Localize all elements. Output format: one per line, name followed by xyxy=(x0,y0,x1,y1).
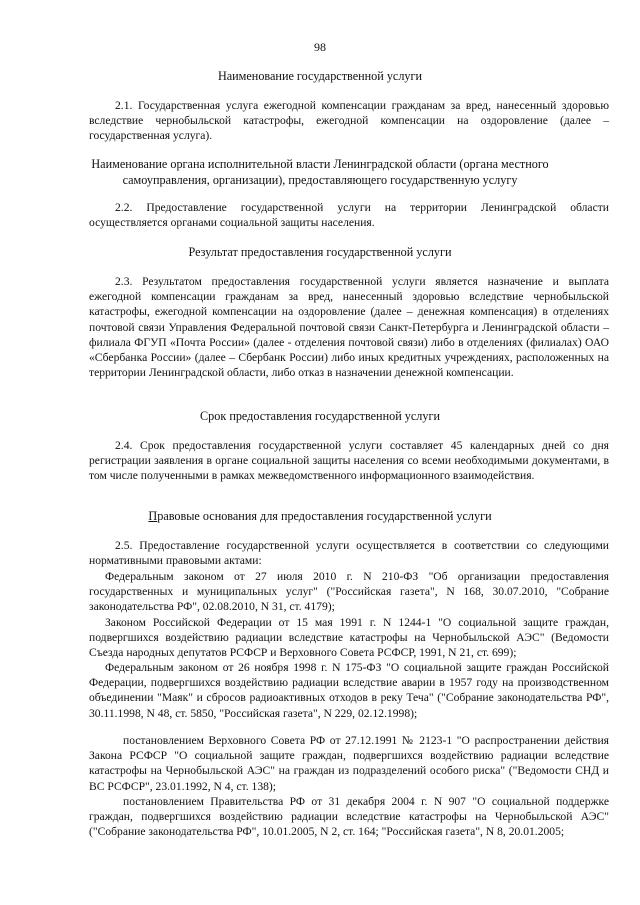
legal-act-item: Федеральным законом от 27 июля 2010 г. N 210-ФЗ "Об организации предоставления государственных и муниципальных услуг" ("Российская газета", N 168, 30.07.2010, "Собрание законодательства РФ", 02.08.2010, N 31, ст. 4179); xyxy=(89,570,609,614)
paragraph-2-1: 2.1. Государственная услуга ежегодной компенсации гражданам за вред, нанесенный здоровью вследствие чернобыльской катастрофы, ежегодной компенсации на оздоровление (далее – государственная услуга). xyxy=(89,99,609,143)
section-heading-executive-body: Наименование органа исполнительной власти Ленинградской области (органа местного самоуправления, организации), предоставляющего государственную услугу xyxy=(91,157,549,187)
legal-act-item: постановлением Верховного Совета РФ от 27.12.1991 № 2123-1 "О распространении действия Закона РСФСР "О социальной защите граждан, подвергшихся воздействию радиации вследствие катастрофы на Чернобыльской АЭС" на граждан из подразделений особого риска" ("Ведомости СНД и ВС РСФСР", 23.01.1992, N 4, ст. 138); xyxy=(89,734,609,793)
paragraph-2-2: 2.2. Предоставление государственной услуги на территории Ленинградской области осуществляется органами социальной защиты населения. xyxy=(89,201,609,230)
legal-act-item: Законом Российской Федерации от 15 мая 1991 г. N 1244-1 "О социальной защите граждан, подвергшихся воздействию радиации вследствие катастрофы на Чернобыльской АЭС" (Ведомости Съезда народных депутатов РСФСР и Верховного Совета РСФСР, 1991, N 21, ст. 699); xyxy=(89,616,609,660)
section-heading-legal-basis: Правовые основания для предоставления государственной услуги xyxy=(148,509,492,523)
section-heading-service-name: Наименование государственной услуги xyxy=(217,69,423,83)
paragraph-2-3: 2.3. Результатом предоставления государственной услуги является назначение и выплата ежегодной компенсации гражданам за вред, нанесенный здоровью вследствие чернобыльской катастрофы, ежегодной компенсации на оздоровление (далее – денежная компенсация) в отделениях почтовой связи Управления Федеральной почтовой связи Санкт-Петербурга и Ленинградской области – филиала ФГУП «Почта России» (далее - отделения почтовой связи) либо в отделениях (филиалах) ОАО «Сбербанка России» (далее – Сбербанк России) либо иных кредитных учреждениях, расположенных на территории Ленинградской области, либо отказ в назначении денежной компенсации. xyxy=(89,275,609,380)
paragraph-2-5: 2.5. Предоставление государственной услуги осуществляется в соответствии со следующими нормативными правовыми актами: xyxy=(89,539,609,568)
page-number: 98 xyxy=(314,40,326,54)
legal-act-item: Федеральным законом от 26 ноября 1998 г. N 175-ФЗ "О социальной защите граждан Российской Федерации, подвергшихся воздействию радиации вследствие аварии в 1957 году на производственном объединении "Маяк" и сбросов радиоактивных отходов в реку Теча" ("Собрание законодательства РФ", 30.11.1998, N 48, ст. 5850, "Российская газета", N 229, 02.12.1998); xyxy=(89,661,609,720)
section-heading-result: Результат предоставления государственной услуги xyxy=(188,245,452,259)
paragraph-2-4: 2.4. Срок предоставления государственной услуги составляет 45 календарных дней со дня регистрации заявления в органе социальной защиты населения со всеми необходимыми документами, в том числе полученными в рамках межведомственного информационного взаимодействия. xyxy=(89,439,609,483)
section-heading-term: Срок предоставления государственной услуги xyxy=(200,409,440,423)
legal-act-item: постановлением Правительства РФ от 31 декабря 2004 г. N 907 "О социальной поддержке граждан, подвергшихся воздействию радиации вследствие катастрофы на Чернобыльской АЭС" ("Собрание законодательства РФ", 10.01.2005, N 2, ст. 164; "Российская газета", N 8, 20.01.2005; xyxy=(89,795,609,839)
